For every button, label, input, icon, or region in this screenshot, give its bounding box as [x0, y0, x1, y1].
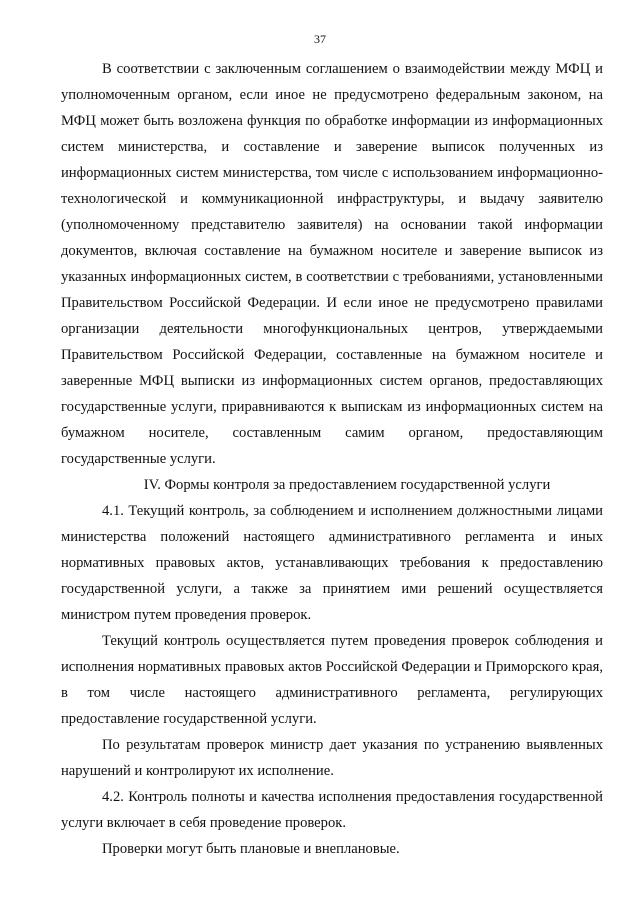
paragraph-mfc-agreement: В соответствии с заключенным соглашением о взаимодействии между МФЦ и уполномоченным органом, если иное не предусмотрено федеральным законом, на МФЦ может быть возложена функция по обработке информации из информационных систем министерства, и составление и заверение выписок полученных из информационных систем министерства, том числе с использованием информационно-технологической и коммуникационной инфраструктуры, и выдачу заявителю (уполномоченному представителю заявителя) на основании такой информации документов, включая составление на бумажном носителе и заверение выписок из указанных информационных систем, в соответствии с требованиями, установленными Правительством Российской Федерации. И если иное не предусмотрено правилами организации деятельности многофункциональных центров, утверждаемыми Правительством Российской Федерации, составленные на бумажном носителе и заверенные МФЦ выписки из информационных систем органов, предоставляющих государственные услуги, приравниваются к выпискам из информационных систем на бумажном носителе, составленным самим органом, предоставляющим государственные услуги. [61, 61, 603, 467]
section-heading: IV. Формы контроля за предоставлением государственной услуги [143, 477, 551, 493]
paragraph-inspection-types: Проверки могут быть плановые и внеплановые. [102, 841, 400, 857]
paragraph-inspection-results: По результатам проверок министр дает указания по устранению выявленных нарушений и контролируют их исполнение. [61, 737, 603, 779]
paragraph-4-2: 4.2. Контроль полноты и качества исполнения предоставления государственной услуги включает в себя проведение проверок. [61, 789, 603, 831]
page-number: 37 [314, 32, 326, 46]
paragraph-current-control: Текущий контроль осуществляется путем проведения проверок соблюдения и исполнения нормативных правовых актов Российской Федерации и Приморского края, в том числе настоящего административного регламента, регулирующих предоставление государственной услуги. [61, 633, 603, 727]
document-body [61, 56, 603, 862]
paragraph-4-1: 4.1. Текущий контроль, за соблюдением и исполнением должностными лицами министерства положений настоящего административного регламента и иных нормативных правовых актов, устанавливающих требования к предоставлению государственной услуги, а также за принятием ими решений осуществляется министром путем проведения проверок. [61, 503, 603, 623]
